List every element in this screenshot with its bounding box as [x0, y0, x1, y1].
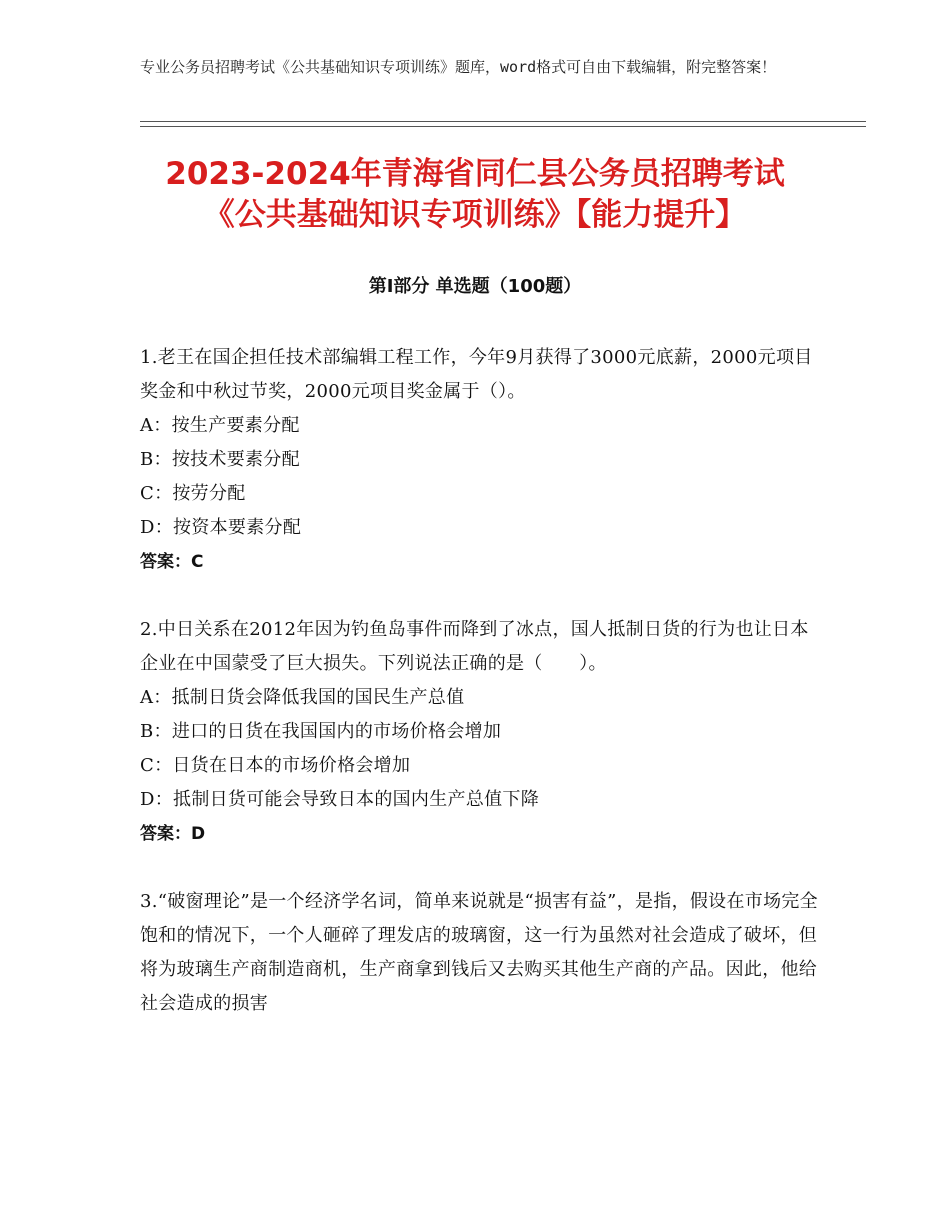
question-3	[140, 885, 820, 1021]
question-stem: 1.老王在国企担任技术部编辑工程工作，今年9月获得了3000元底薪，2000元项目奖金和中秋过节奖，2000元项目奖金属于（）。	[140, 347, 813, 402]
header-note: 专业公务员招聘考试《公共基础知识专项训练》题库，word格式可自由下载编辑，附完整答案！	[140, 58, 777, 76]
option-b: B：按技术要素分配	[140, 449, 300, 470]
document-title-line-1: 2023-2024年青海省同仁县公务员招聘考试	[165, 156, 785, 192]
header-divider	[140, 121, 866, 127]
question-stem: 3.“破窗理论”是一个经济学名词，简单来说就是“损害有益”，是指，假设在市场完全饱和的情况下，一个人砸碎了理发店的玻璃窗，这一行为虽然对社会造成了破坏，但将为玻璃生产商制造商机，生产商拿到钱后又去购买其他生产商的产品。因此，他给社会造成的损害	[140, 891, 818, 1014]
option-d: D：按资本要素分配	[140, 517, 302, 538]
option-b: B：进口的日货在我国国内的市场价格会增加	[140, 721, 502, 742]
question-list	[140, 341, 820, 1055]
option-c: C：日货在日本的市场价格会增加	[140, 755, 411, 776]
answer: 答案：D	[140, 824, 206, 844]
answer: 答案：C	[140, 552, 204, 572]
document-title-line-2: 《公共基础知识专项训练》【能力提升】	[203, 197, 747, 233]
section-heading: 第Ⅰ部分 单选题（100题）	[368, 276, 582, 297]
document-title	[100, 154, 850, 236]
option-a: A：抵制日货会降低我国的国民生产总值	[140, 687, 465, 708]
option-a: A：按生产要素分配	[140, 415, 300, 436]
option-c: C：按劳分配	[140, 483, 246, 504]
question-1	[140, 341, 820, 579]
question-2	[140, 613, 820, 851]
option-d: D：抵制日货可能会导致日本的国内生产总值下降	[140, 789, 540, 810]
question-stem: 2.中日关系在2012年因为钓鱼岛事件而降到了冰点，国人抵制日货的行为也让日本企业在中国蒙受了巨大损失。下列说法正确的是（ ）。	[140, 619, 809, 674]
